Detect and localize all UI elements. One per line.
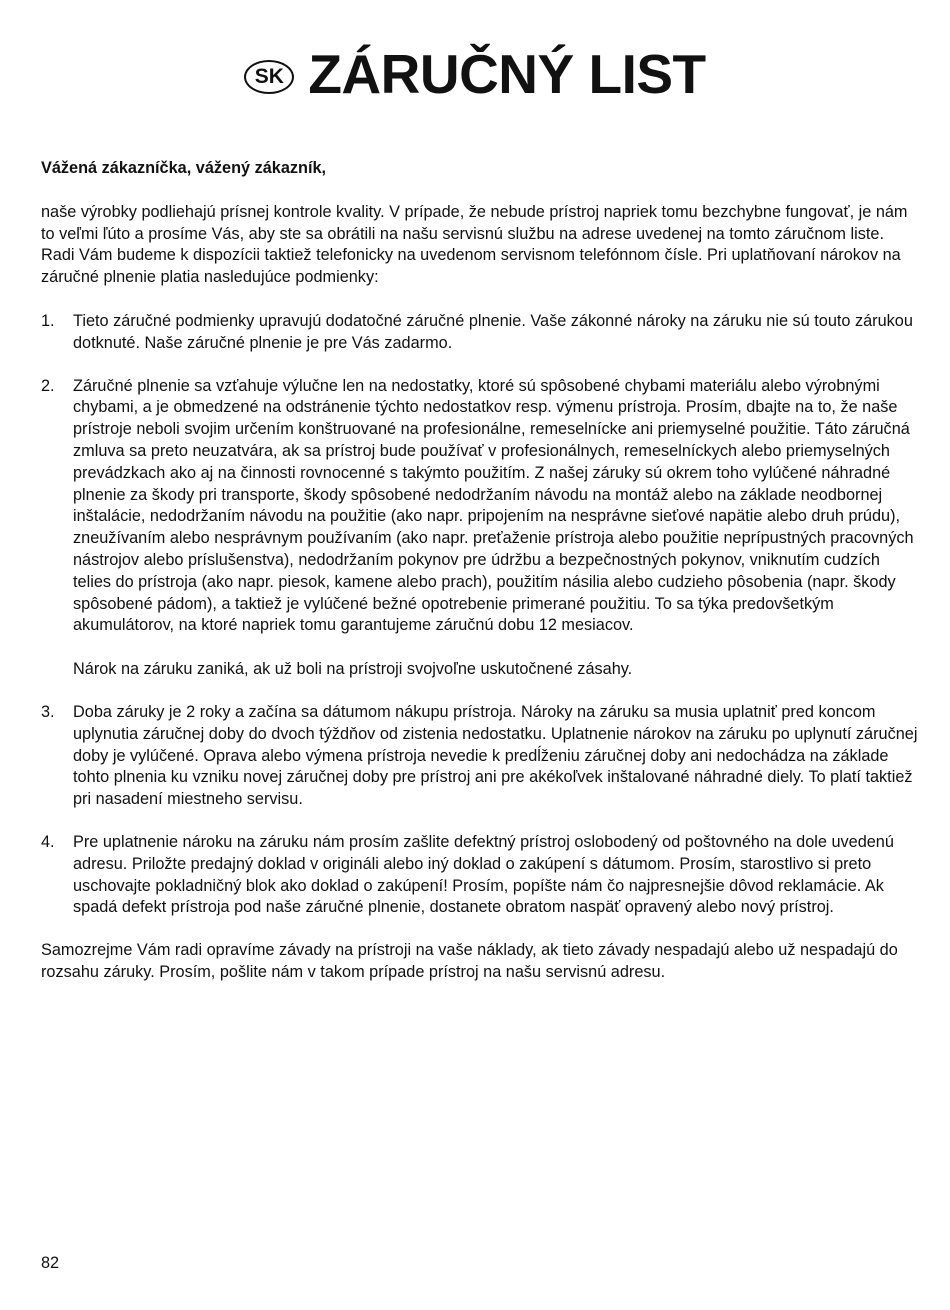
page-title: ZÁRUČNÝ LIST — [308, 43, 706, 105]
condition-item-3 — [41, 702, 921, 811]
condition-text: Pre uplatnenie nároku na záruku nám prosím zašlite defektný prístroj oslobodený od poštovného na dole uvedenú adresu. Priložte predajný doklad v origináli alebo iný doklad o zakúpení s dátumom. Prosím, starostlivo si preto uschovajte pokladničný blok ako doklad o zakúpení! Prosím, popíšte nám čo najpresnejšie dôvod reklamácie. Ak spadá defekt prístroja pod naše záručné plnenie, dostanete obratom naspäť opravený alebo nový prístroj. — [73, 832, 894, 917]
condition-note: Nárok na záruku zaniká, ak už boli na prístroji svojvoľne uskutočnené zásahy. — [73, 660, 633, 679]
closing-paragraph: Samozrejme Vám radi opravíme závady na prístroji na vaše náklady, ak tieto závady nespadajú alebo už nespadajú do rozsahu záruky. Prosím, pošlite nám v takom prípade prístroj na našu servisnú adresu. — [41, 941, 898, 981]
condition-item-1 — [41, 311, 921, 355]
condition-number: 1. — [41, 311, 55, 330]
greeting: Vážená zákazníčka, vážený zákazník, — [41, 159, 327, 177]
condition-text: Záručné plnenie sa vzťahuje výlučne len na nedostatky, ktoré sú spôsobené chybami materiálu alebo výrobnými chybami, a je obmedzené na odstránenie týchto nedostatkov resp. výmenu prístroja. Prosím, dbajte na to, že naše prístroje neboli svojim určením konštruované na profesionálne, remeselnícke ani priemyselné použitie. Táto záručná zmluva sa preto neuzatvára, ak sa prístroj bude používať v profesionálnych, remeselníckych alebo priemyselných prevádzkach ako aj na činnosti rovnocenné s takýmto použitím. Z našej záruky sú okrem toho vylúčené náhradné plnenie za škody pri transporte, škody spôsobené nedodržaním návodu na montáž alebo na základe neodbornej inštalácie, nedodržaním návodu na použitie (ako napr. pripojením na nesprávne sieťové napätie alebo druh prúdu), zneužívaním alebo nesprávnym používaním (ako napr. preťaženie prístroja alebo použitie neprípustných pracovných nástrojov alebo príslušenstva), nedodržaním pokynov pre údržbu a bezpečnostných pokynov, vniknutím cudzích telies do prístroja (ako napr. piesok, kamene alebo prach), použitím násilia alebo cudzieho pôsobenia (napr. škody spôsobené pádom), a taktiež je vylúčené bežné opotrebenie primerané použitiu. To sa týka predovšetkým akumulátorov, na ktoré napriek tomu garantujeme záručnú dobu 12 mesiacov. — [73, 376, 914, 635]
condition-text: Tieto záručné podmienky upravujú dodatočné záručné plnenie. Vaše zákonné nároky na záruku nie sú touto zárukou dotknuté. Naše záručné plnenie je pre Vás zadarmo. — [73, 311, 913, 352]
condition-number: 3. — [41, 702, 55, 721]
condition-item-2 — [41, 376, 921, 681]
country-code-badge: SK — [244, 60, 294, 94]
page-header — [0, 42, 950, 106]
condition-item-4 — [41, 832, 921, 919]
condition-number: 4. — [41, 832, 55, 851]
warranty-conditions-list — [41, 311, 921, 919]
condition-number: 2. — [41, 376, 55, 395]
intro-paragraph: naše výrobky podliehajú prísnej kontrole kvality. V prípade, že nebude prístroj napriek tomu bezchybne fungovať, je nám to veľmi ľúto a prosíme Vás, aby ste sa obrátili na našu servisnú službu na adrese uvedenej na tomto záručnom liste. Radi Vám budeme k dispozícii taktiež telefonicky na uvedenom servisnom telefónnom čísle. Pri uplatňovaní nárokov na záručné plnenie platia nasledujúce podmienky: — [41, 202, 908, 287]
condition-text: Doba záruky je 2 roky a začína sa dátumom nákupu prístroja. Nároky na záruku sa musia uplatniť pred koncom uplynutia záručnej doby do dvoch týždňov od zistenia nedostatku. Uplatnenie nárokov na záruku po uplynutí záručnej doby je vylúčené. Oprava alebo výmena prístroja nevedie k predĺženiu záručnej doby ani nedochádza na základe tohto plnenia ku vzniku novej záručnej doby pre prístroj ani pre akékoľvek inštalované náhradné diely. To platí taktiež pri nasadení miestneho servisu. — [73, 702, 918, 809]
warranty-body — [41, 158, 921, 984]
page-number: 82 — [41, 1254, 60, 1272]
